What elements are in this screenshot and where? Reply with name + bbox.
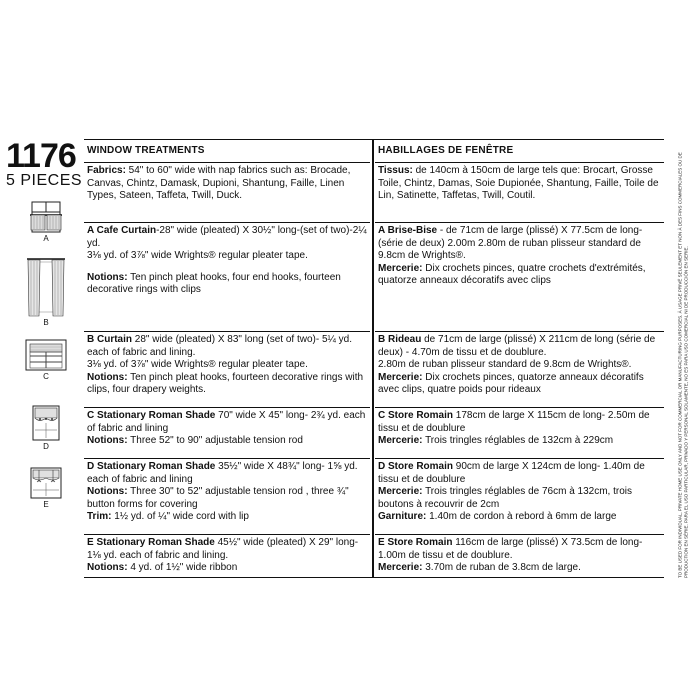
fr-a-title: A Brise-Bise bbox=[378, 225, 438, 236]
view-d bbox=[18, 404, 74, 452]
fr-view-b-cell bbox=[375, 332, 664, 408]
view-label-d: D bbox=[43, 442, 49, 451]
a-notions: Ten pinch pleat hooks, four end hooks, fourteen decorative rings with clips bbox=[87, 271, 341, 296]
fr-b-merc-label: Mercerie: bbox=[378, 371, 423, 383]
c-title: C Stationary Roman Shade bbox=[87, 410, 216, 421]
view-a bbox=[18, 200, 74, 244]
d-title: D Stationary Roman Shade bbox=[87, 461, 216, 472]
e-text: 45½" wide (pleated) X 29" long- 1⅛ yd. each of fabric and lining. bbox=[87, 537, 359, 561]
a-text: -28" wide (pleated) X 30½" long-(set of two)-2¼ yd. bbox=[87, 225, 367, 249]
view-c-cell bbox=[84, 408, 370, 459]
fr-c-text: 178cm de large X 115cm de long- 2.50m de tissu et de doublure bbox=[378, 410, 650, 434]
fr-e-merc-label: Mercerie: bbox=[378, 562, 423, 574]
fr-c-merc-label: Mercerie: bbox=[378, 435, 423, 447]
c-notions-label: Notions: bbox=[87, 435, 128, 447]
fr-view-e-cell bbox=[375, 535, 664, 577]
view-d-cell bbox=[84, 459, 370, 535]
fabrics-text: 54" to 60" wide with nap fabrics such as: Brocade, Canvas, Chintz, Damask, Dupioni, Shantung, Faille, Linen Types, Sateen, Taffeta, Twill, Duck. bbox=[87, 165, 351, 202]
fr-b-text2: 2.80m de ruban plisseur standard de 9.8cm de Wrights®. bbox=[378, 359, 632, 371]
french-column bbox=[375, 140, 664, 577]
instructions-table bbox=[84, 139, 664, 578]
d-text: 35½" wide X 48¾" long- 1⅝ yd. each of fabric and lining bbox=[87, 461, 358, 485]
a-text2: 3⅛ yd. of 3⅞" wide Wrights® regular pleater tape. bbox=[87, 250, 308, 262]
fr-b-merc: Dix crochets pinces, quatorze anneaux décoratifs avec clips, quatre poids pour rideaux bbox=[378, 371, 644, 396]
legal-text: TO BE USED FOR INDIVIDUAL, PRIVATE HOME USE ONLY AND NOT FOR COMMERCIAL OR MANUFACTURING PURPOSES. À USAGE PRIVÉ SEULEMENT ET NON À DES FINS COMMERCIALES OU DE PRODUCTION EN SÉRIE. PARA EL USO PARTICULAR, PRIVADO Y PERSONAL SOLAMENTE, NO ES PARA USO COMERCIAL NI DE PRODUCCIÓN EN SERIE. bbox=[677, 152, 688, 578]
fr-d-garn: 1.40m de cordon à rebord à 6mm de large bbox=[426, 511, 617, 523]
tissus-cell bbox=[375, 163, 664, 223]
d-notions-label: Notions: bbox=[87, 486, 128, 498]
fr-d-merc-label: Mercerie: bbox=[378, 486, 423, 498]
b-title: B Curtain bbox=[87, 334, 132, 345]
view-e-cell bbox=[84, 535, 370, 577]
fabrics-cell bbox=[84, 163, 370, 223]
b-notions-label: Notions: bbox=[87, 371, 128, 383]
fabrics-label: Fabrics: bbox=[87, 165, 126, 176]
tissus-label: Tissus: bbox=[378, 165, 413, 176]
e-notions-label: Notions: bbox=[87, 562, 128, 574]
pattern-pieces: 5 PIECES bbox=[6, 172, 83, 189]
b-text: 28" wide (pleated) X 83" long (set of two)- 5¼ yd. each of fabric and lining. bbox=[87, 334, 352, 358]
view-c bbox=[18, 338, 74, 382]
view-label-a: A bbox=[43, 234, 49, 243]
e-notions: 4 yd. of 1½" wide ribbon bbox=[127, 562, 238, 574]
fr-view-c-cell bbox=[375, 408, 664, 459]
view-e bbox=[18, 466, 74, 510]
b-text2: 3⅛ yd. of 3⅞" wide Wrights® regular pleater tape. bbox=[87, 359, 308, 371]
fr-c-title: C Store Romain bbox=[378, 410, 454, 421]
c-text: 70" wide X 45" long- 2¾ yd. each of fabric and lining bbox=[87, 410, 366, 434]
english-column bbox=[84, 140, 370, 577]
a-title: A Cafe Curtain bbox=[87, 225, 157, 236]
fr-a-merc: Dix crochets pinces, quatre crochets d'extrémités, quatorze anneaux décoratifs avec clips bbox=[378, 262, 646, 287]
roman-shade-illustration bbox=[24, 338, 68, 372]
fr-c-merc: Trois tringles réglables de 132cm à 229cm bbox=[422, 435, 614, 447]
fr-d-title: D Store Romain bbox=[378, 461, 454, 472]
fr-a-merc-label: Mercerie: bbox=[378, 262, 423, 274]
view-a-cell bbox=[84, 223, 370, 332]
fr-e-merc: 3.70m de ruban de 3.8cm de large. bbox=[422, 562, 581, 574]
view-label-c: C bbox=[43, 372, 49, 381]
fr-view-a-cell bbox=[375, 223, 664, 332]
view-label-b: B bbox=[43, 318, 49, 327]
fr-e-text: 116cm de large (plissé) X 73.5cm de long- 1.00m de tissu et de doublure. bbox=[378, 537, 643, 561]
fr-e-title: E Store Romain bbox=[378, 537, 453, 548]
tissus-text: de 140cm à 150cm de large tels que: Brocart, Grosse Toile, Chintz, Damas, Soie Dupionée, Shantung, Faille, Toile de Lin, Satinette, Taffetas, Twill, Coutil. bbox=[378, 165, 659, 202]
a-notions-label: Notions: bbox=[87, 271, 128, 283]
view-b-cell bbox=[84, 332, 370, 408]
ribbon-shade-illustration bbox=[29, 466, 63, 500]
legal-notice bbox=[668, 138, 698, 578]
b-notions: Ten pinch pleat hooks, fourteen decorative rings with clips, four drapery weights. bbox=[87, 371, 364, 396]
english-heading: WINDOW TREATMENTS bbox=[84, 140, 370, 163]
d-trim: 1½ yd. of ¼" wide cord with lip bbox=[111, 511, 249, 523]
cafe-curtain-illustration bbox=[29, 200, 63, 234]
e-title: E Stationary Roman Shade bbox=[87, 537, 215, 548]
view-b bbox=[18, 256, 74, 328]
pattern-number: 1176 bbox=[6, 137, 76, 175]
fr-d-merc: Trois tringles réglables de 76cm à 132cm, trois boutons à recouvrir de 2cm bbox=[378, 486, 633, 510]
view-label-e: E bbox=[43, 500, 49, 509]
stationary-shade-illustration bbox=[31, 404, 61, 442]
curtain-illustration bbox=[26, 256, 66, 318]
d-notions: Three 30" to 52" adjustable tension rod , three ¾" button forms for covering bbox=[87, 486, 349, 510]
fr-d-garn-label: Garniture: bbox=[378, 511, 427, 523]
fr-d-text: 90cm de large X 124cm de long- 1.40m de tissu et de doublure bbox=[378, 461, 645, 485]
d-trim-label: Trim: bbox=[87, 511, 112, 523]
c-notions: Three 52" to 90" adjustable tension rod bbox=[127, 435, 303, 447]
french-heading: HABILLAGES DE FENÊTRE bbox=[375, 140, 664, 163]
fr-b-title: B Rideau bbox=[378, 334, 422, 345]
fr-view-d-cell bbox=[375, 459, 664, 535]
fr-a-text: - de 71cm de large (plissé) X 77.5cm de long- (série de deux) 2.00m 2.80m de ruban plisseur standard de 9.8cm de Wrights®. bbox=[378, 225, 643, 262]
fr-b-text: de 71cm de large (plissé) X 211cm de long (série de deux) - 4.70m de tissu et de doublure. bbox=[378, 334, 656, 358]
